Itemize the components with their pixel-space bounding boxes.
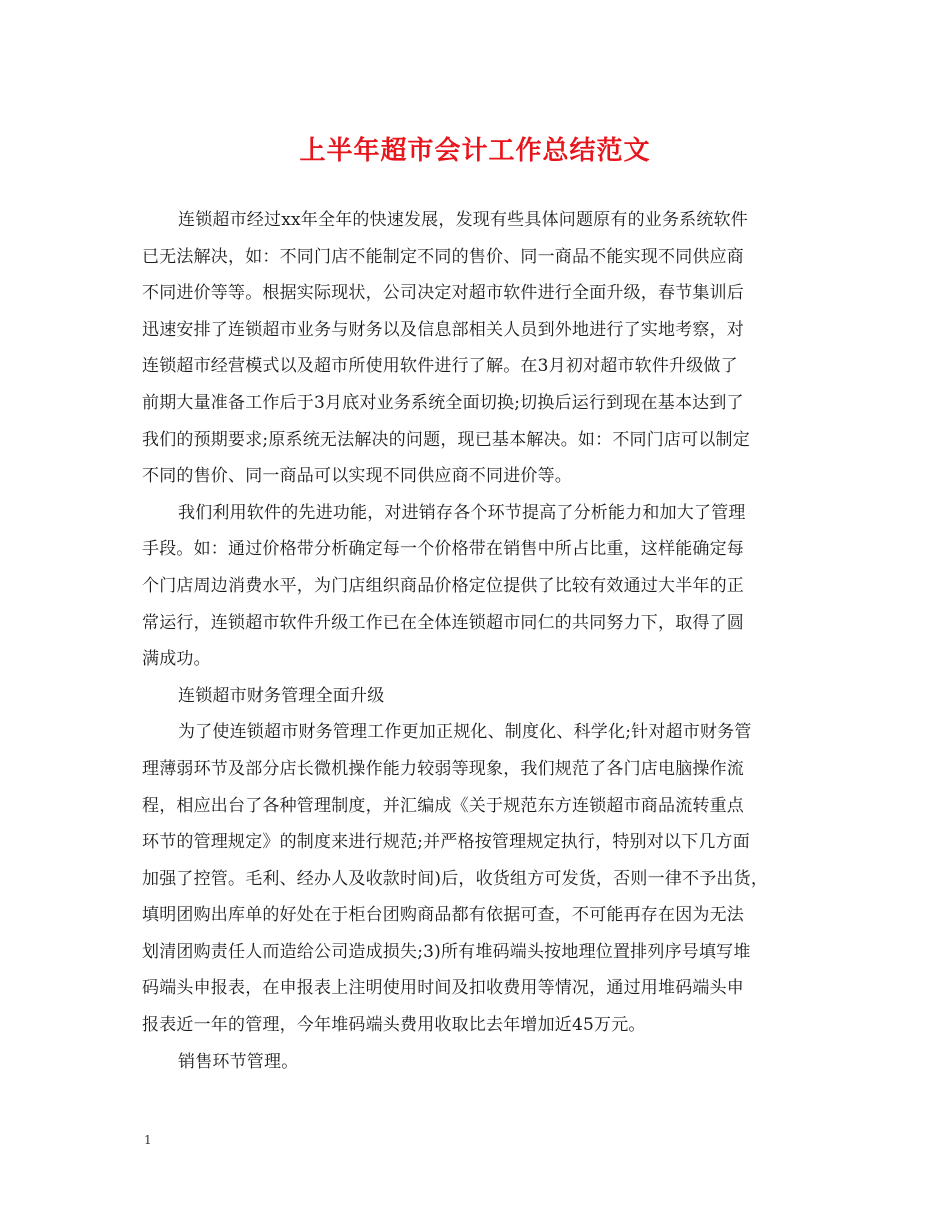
paragraph-3-line-3: 程，相应出台了各种管理制度，并汇编成《关于规范东方连锁超市商品流转重点 bbox=[142, 795, 744, 816]
paragraph-1-line-7: 我们的预期要求;原系统无法解决的问题，现已基本解决。如：不同门店可以制定 bbox=[142, 429, 750, 450]
paragraph-2-line-5: 满成功。 bbox=[142, 649, 211, 670]
section-heading-sales: 销售环节管理。 bbox=[178, 1051, 299, 1072]
paragraph-1-line-1: 连锁超市经过xx年全年的快速发展，发现有些具体问题原有的业务系统软件 bbox=[178, 210, 748, 230]
paragraph-3-line-9: 报表近一年的管理，今年堆码端头费用收取比去年增加近45万元。 bbox=[142, 1015, 646, 1036]
document-title: 上半年超市会计工作总结范文 bbox=[299, 136, 651, 166]
paragraph-3-line-4: 环节的管理规定》的制度来进行规范;并严格按管理规定执行，特别对以下几方面 bbox=[142, 832, 750, 853]
paragraph-3-line-2: 理薄弱环节及部分店长微机操作能力较弱等现象，我们规范了各门店电脑操作流 bbox=[142, 758, 744, 779]
document-body bbox=[142, 202, 814, 1080]
page-number: 1 bbox=[144, 1133, 152, 1147]
paragraph-2-line-3: 个门店周边消费水平，为门店组织商品价格定位提供了比较有效通过大半年的正 bbox=[142, 575, 744, 596]
section-heading-finance: 连锁超市财务管理全面升级 bbox=[178, 685, 385, 706]
paragraph-1-line-4: 迅速安排了连锁超市业务与财务以及信息部相关人员到外地进行了实地考察，对 bbox=[142, 319, 744, 340]
paragraph-3-line-5: 加强了控管。毛利、经办人及收款时间)后，收货组方可发货，否则一律不予出货， bbox=[142, 868, 769, 889]
paragraph-2-line-1: 我们利用软件的先进功能，对进销存各个环节提高了分析能力和加大了管理 bbox=[178, 502, 746, 523]
paragraph-2-line-2: 手段。如：通过价格带分析确定每一个价格带在销售中所占比重，这样能确定每 bbox=[142, 539, 744, 560]
paragraph-3-line-8: 码端头申报表，在申报表上注明使用时间及扣收费用等情况，通过用堆码端头申 bbox=[142, 978, 744, 999]
paragraph-1-line-5: 连锁超市经营模式以及超市所使用软件进行了解。在3月初对超市软件升级做了 bbox=[142, 356, 738, 377]
paragraph-1-line-8: 不同的售价、同一商品可以实现不同供应商不同进价等。 bbox=[142, 466, 572, 487]
paragraph-1-line-2: 已无法解决，如：不同门店不能制定不同的售价、同一商品不能实现不同供应商 bbox=[142, 246, 744, 267]
paragraph-2-line-4: 常运行，连锁超市软件升级工作已在全体连锁超市同仁的共同努力下，取得了圆 bbox=[142, 612, 744, 633]
paragraph-3-line-7: 划清团购责任人而造给公司造成损失;3)所有堆码端头按地理位置排列序号填写堆 bbox=[142, 941, 751, 962]
paragraph-1-line-6: 前期大量准备工作后于3月底对业务系统全面切换;切换后运行到现在基本达到了 bbox=[142, 392, 744, 413]
paragraph-3-line-1: 为了使连锁超市财务管理工作更加正规化、制度化、科学化;针对超市财务管 bbox=[178, 722, 752, 743]
paragraph-3-line-6: 填明团购出库单的好处在于柜台团购商品都有依据可查，不可能再存在因为无法 bbox=[142, 905, 744, 926]
paragraph-1-line-3: 不同进价等等。根据实际现状，公司决定对超市软件进行全面升级，春节集训后 bbox=[142, 283, 744, 304]
